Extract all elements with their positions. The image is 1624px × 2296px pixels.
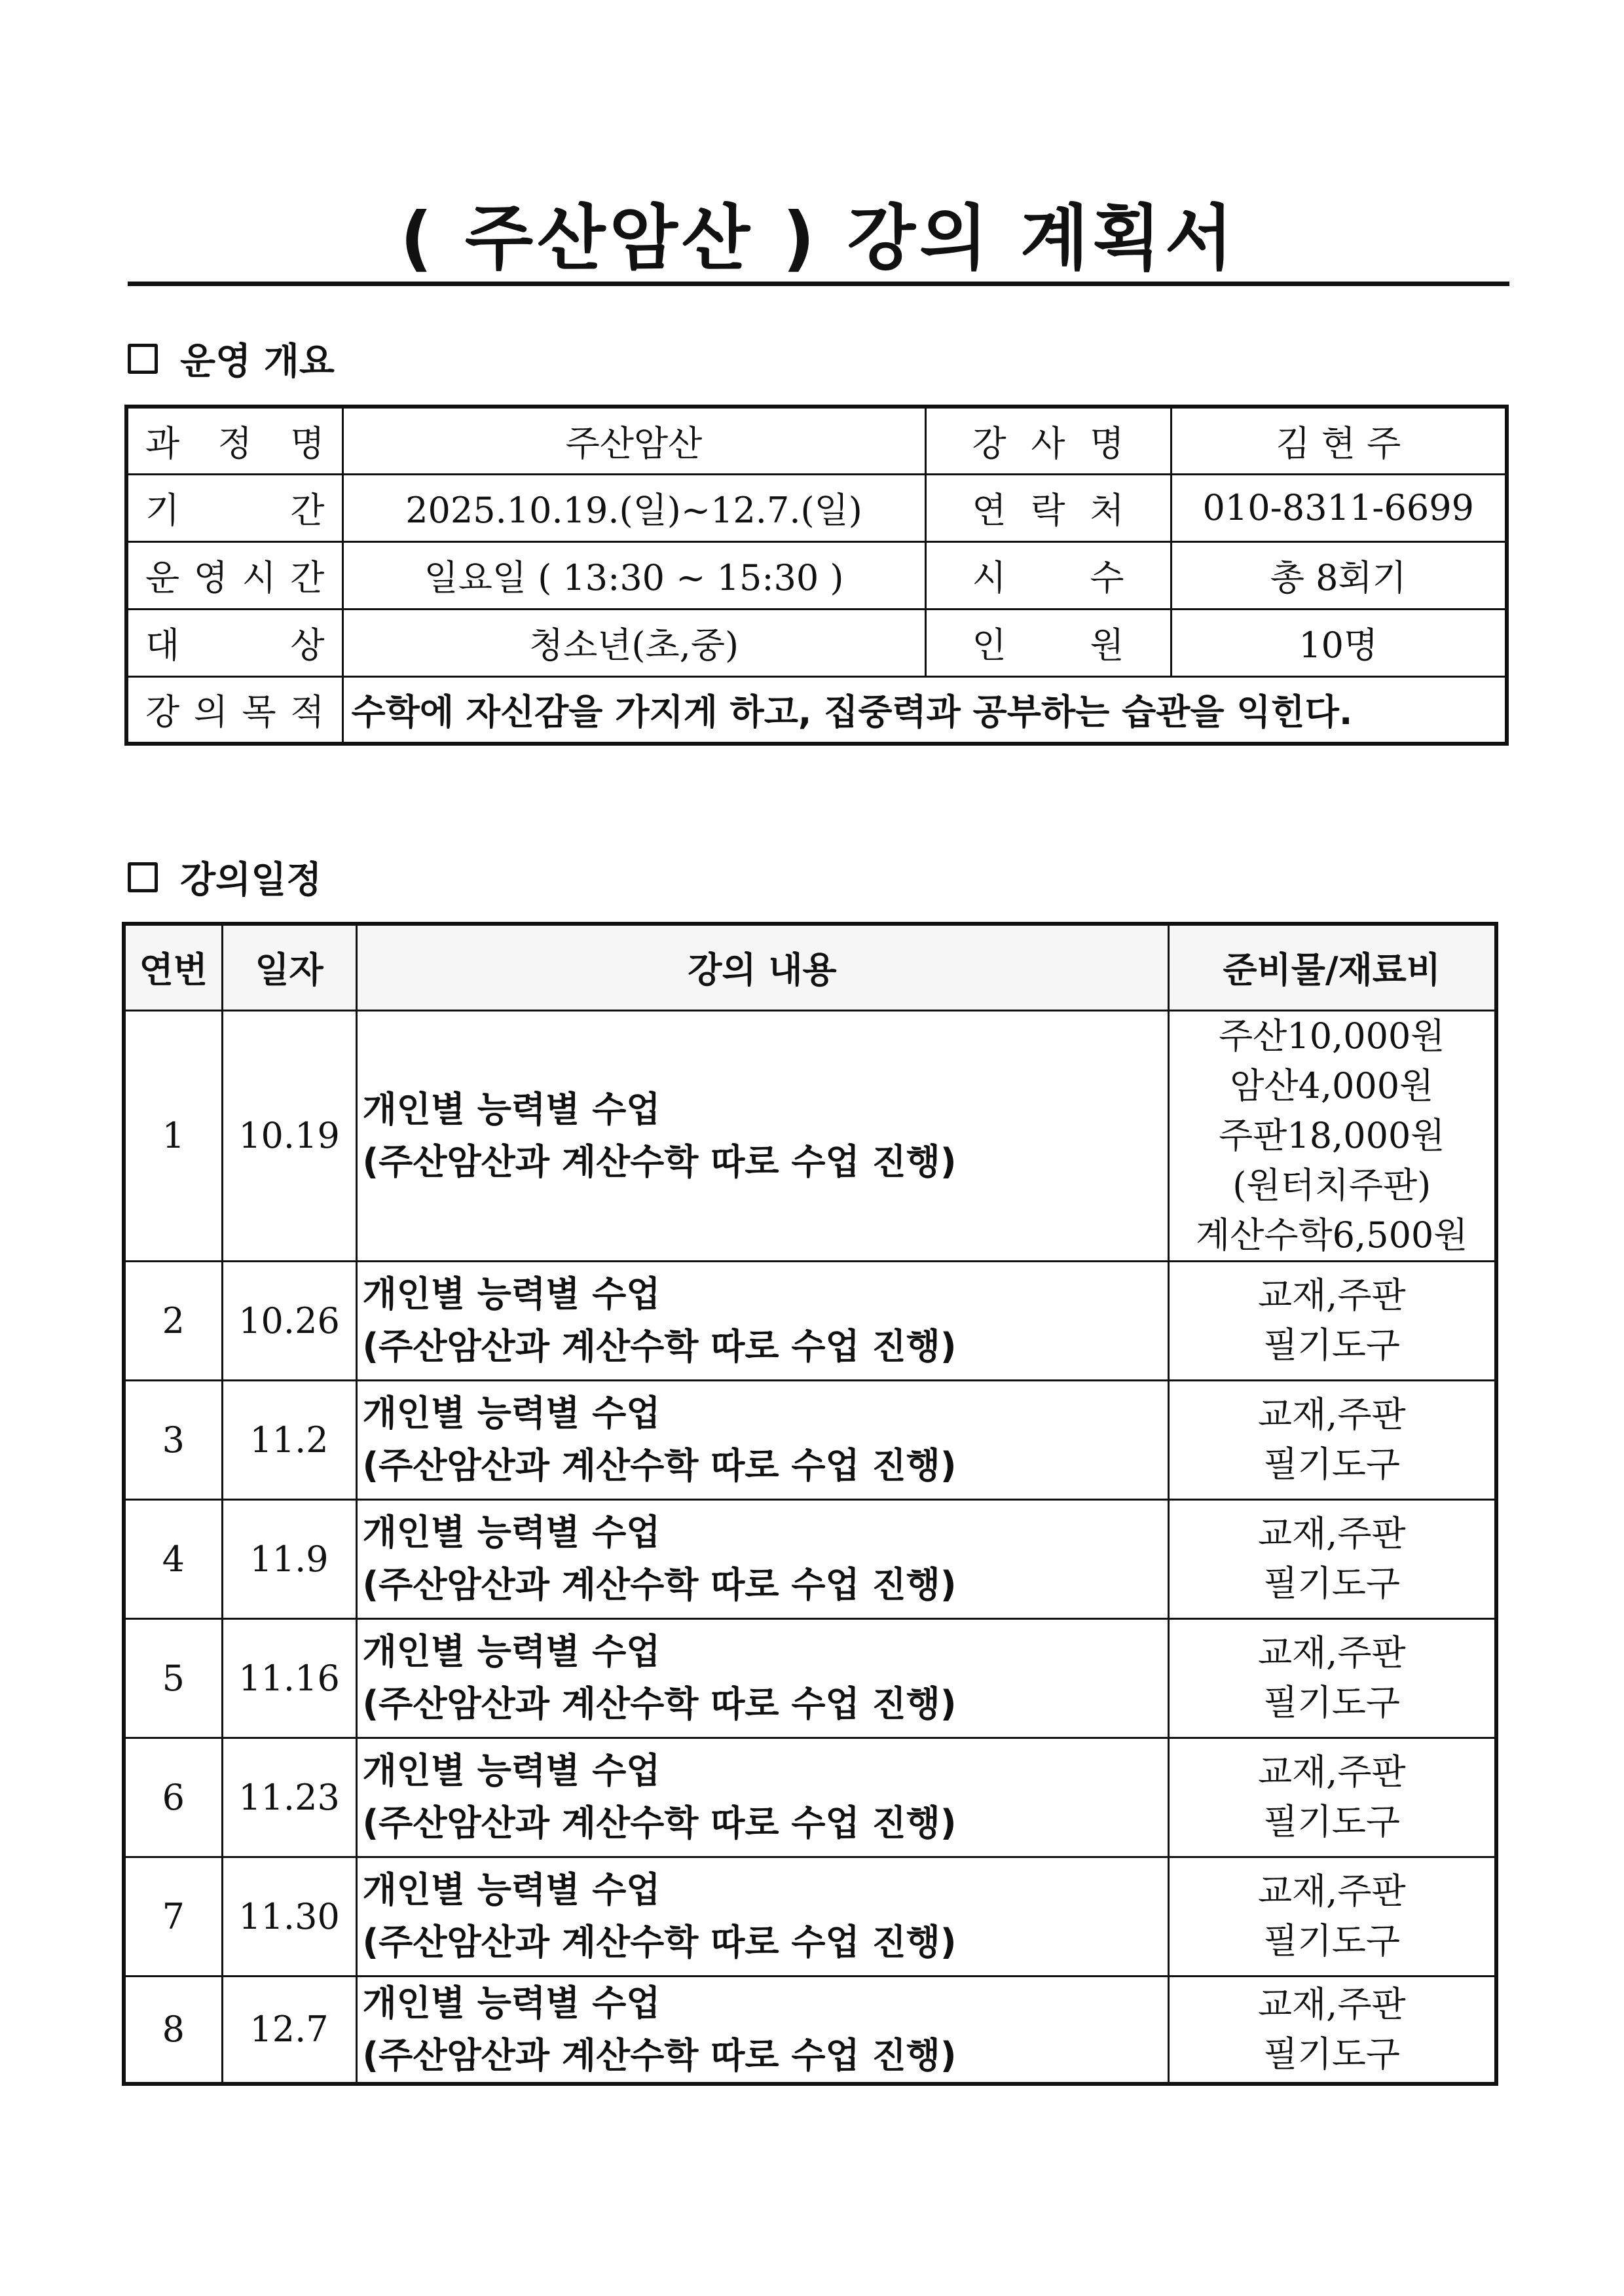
row-content	[356, 1738, 1168, 1857]
page-title: ( 주산암산 ) 강의 계획서	[399, 198, 1238, 280]
hours-value: 일요일 ( 13:30 ~ 15:30 )	[342, 541, 925, 609]
content-line: 개인별 능력별 수업	[362, 1631, 661, 1672]
label-char: 상	[290, 625, 325, 666]
row-materials	[1168, 1618, 1496, 1738]
label-period	[126, 474, 342, 541]
label-char: 명	[290, 422, 325, 464]
row-content	[356, 1261, 1168, 1380]
overview-row-period	[126, 474, 1507, 541]
label-char: 강	[972, 422, 1006, 464]
overview-row-target	[126, 609, 1507, 676]
material-line: 계산수학6,500원	[1196, 1214, 1468, 1256]
label-char: 인	[972, 625, 1006, 666]
label-spread	[128, 617, 342, 668]
label-char: 명	[1090, 422, 1124, 464]
content-line: (주산암산과 계산수학 따로 수업 진행)	[362, 1140, 957, 1182]
content-line: 개인별 능력별 수업	[362, 1088, 661, 1130]
label-hours	[126, 541, 342, 609]
capacity-value: 10명	[1171, 609, 1507, 676]
content-line: (주산암산과 계산수학 따로 수업 진행)	[362, 1326, 957, 1367]
material-line: 필기도구	[1263, 1682, 1401, 1723]
table-row	[124, 1738, 1496, 1857]
label-sessions	[925, 541, 1171, 609]
header-no: 연번	[124, 924, 222, 1010]
row-date: 12.7	[222, 1976, 356, 2084]
row-date: 10.26	[222, 1261, 356, 1380]
overview-row-purpose	[126, 676, 1507, 744]
content-line: 개인별 능력별 수업	[362, 1393, 661, 1434]
row-no: 3	[124, 1380, 222, 1499]
label-char: 정	[217, 422, 252, 464]
row-materials	[1168, 1261, 1496, 1380]
content-line: 개인별 능력별 수업	[362, 1869, 661, 1910]
schedule-heading-text: 강의일정	[180, 859, 322, 902]
overview-table	[124, 405, 1509, 746]
title-divider	[128, 282, 1509, 286]
row-date: 10.19	[222, 1010, 356, 1261]
label-purpose	[126, 676, 342, 744]
label-char: 과	[145, 422, 180, 464]
course-name-value: 주산암산	[342, 407, 925, 474]
label-spread	[927, 617, 1170, 668]
material-line: 주산10,000원	[1219, 1015, 1445, 1057]
period-value: 2025.10.19.(일)~12.7.(일)	[342, 474, 925, 541]
label-instructor	[925, 407, 1171, 474]
row-date: 11.16	[222, 1618, 356, 1738]
label-char: 락	[1031, 490, 1065, 531]
label-char: 처	[1090, 490, 1124, 531]
label-spread	[927, 483, 1170, 533]
label-spread	[927, 416, 1170, 466]
label-spread	[128, 416, 342, 466]
row-no: 8	[124, 1976, 222, 2084]
content-line: (주산암산과 계산수학 따로 수업 진행)	[362, 1564, 957, 1605]
label-char: 사	[1031, 422, 1065, 464]
label-char: 운	[145, 557, 180, 598]
checkbox-icon	[128, 344, 158, 374]
row-content	[356, 1857, 1168, 1976]
row-date: 11.9	[222, 1499, 356, 1618]
material-line: 교재,주판	[1257, 1983, 1406, 2025]
row-materials	[1168, 1738, 1496, 1857]
table-row	[124, 1499, 1496, 1618]
content-line: (주산암산과 계산수학 따로 수업 진행)	[362, 2034, 957, 2076]
table-row	[124, 1010, 1496, 1261]
label-char: 연	[972, 490, 1006, 531]
label-char: 원	[1090, 625, 1124, 666]
label-spread	[128, 550, 342, 600]
header-date: 일자	[222, 924, 356, 1010]
label-contact	[925, 474, 1171, 541]
material-line: 교재,주판	[1257, 1632, 1406, 1673]
content-line: (주산암산과 계산수학 따로 수업 진행)	[362, 1922, 957, 1963]
overview-section-heading	[128, 333, 335, 385]
row-no: 1	[124, 1010, 222, 1261]
header-content: 강의 내용	[356, 924, 1168, 1010]
overview-row-course	[126, 407, 1507, 474]
row-materials	[1168, 1010, 1496, 1261]
label-char: 수	[1090, 557, 1124, 598]
label-spread	[128, 483, 342, 533]
content-line: 개인별 능력별 수업	[362, 1750, 661, 1791]
table-row	[124, 1976, 1496, 2084]
sessions-value: 총 8회기	[1171, 541, 1507, 609]
label-char: 간	[290, 557, 325, 598]
overview-heading-text: 운영 개요	[180, 340, 335, 383]
table-row	[124, 1380, 1496, 1499]
row-materials	[1168, 1976, 1496, 2084]
row-materials	[1168, 1499, 1496, 1618]
table-row	[124, 1857, 1496, 1976]
content-line: (주산암산과 계산수학 따로 수업 진행)	[362, 1802, 957, 1844]
label-char: 시	[242, 557, 276, 598]
row-no: 6	[124, 1738, 222, 1857]
label-target	[126, 609, 342, 676]
label-char: 영	[193, 557, 228, 598]
row-content	[356, 1976, 1168, 2084]
row-materials	[1168, 1857, 1496, 1976]
label-char: 적	[290, 691, 325, 733]
content-line: (주산암산과 계산수학 따로 수업 진행)	[362, 1445, 957, 1486]
row-date: 11.23	[222, 1738, 356, 1857]
material-line: 필기도구	[1263, 2033, 1401, 2075]
material-line: 필기도구	[1263, 1563, 1401, 1604]
content-line: 개인별 능력별 수업	[362, 1982, 661, 2024]
purpose-value: 수학에 자신감을 가지게 하고, 집중력과 공부하는 습관을 익힌다.	[342, 676, 1507, 744]
row-content	[356, 1618, 1168, 1738]
content-line: (주산암산과 계산수학 따로 수업 진행)	[362, 1683, 957, 1724]
row-no: 7	[124, 1857, 222, 1976]
label-char: 목	[242, 691, 276, 733]
row-no: 2	[124, 1261, 222, 1380]
material-line: 필기도구	[1263, 1324, 1401, 1366]
checkbox-icon	[128, 862, 158, 892]
content-line: 개인별 능력별 수업	[362, 1273, 661, 1315]
material-line: 교재,주판	[1257, 1751, 1406, 1793]
label-char: 의	[193, 691, 228, 733]
schedule-header-row	[124, 924, 1496, 1010]
row-materials	[1168, 1380, 1496, 1499]
row-content	[356, 1380, 1168, 1499]
schedule-section-heading	[128, 851, 322, 903]
label-char: 시	[972, 557, 1006, 598]
material-line: 필기도구	[1263, 1444, 1401, 1485]
material-line: (원터치주판)	[1232, 1164, 1431, 1206]
material-line: 교재,주판	[1257, 1870, 1406, 1912]
label-char: 기	[145, 490, 180, 531]
row-no: 5	[124, 1618, 222, 1738]
label-char: 간	[290, 490, 325, 531]
material-line: 주판18,000원	[1219, 1114, 1445, 1156]
label-char: 대	[145, 625, 180, 666]
material-line: 필기도구	[1263, 1920, 1401, 1961]
content-line: 개인별 능력별 수업	[362, 1512, 661, 1553]
target-value: 청소년(초,중)	[342, 609, 925, 676]
row-date: 11.2	[222, 1380, 356, 1499]
material-line: 암산4,000원	[1230, 1065, 1434, 1106]
material-line: 교재,주판	[1257, 1275, 1406, 1316]
table-row	[124, 1618, 1496, 1738]
label-char: 강	[145, 691, 180, 733]
row-content	[356, 1010, 1168, 1261]
label-spread	[927, 550, 1170, 600]
row-date: 11.30	[222, 1857, 356, 1976]
material-line: 교재,주판	[1257, 1394, 1406, 1435]
label-capacity	[925, 609, 1171, 676]
contact-value: 010-8311-6699	[1171, 474, 1507, 541]
material-line: 필기도구	[1263, 1801, 1401, 1842]
row-content	[356, 1499, 1168, 1618]
instructor-value: 김 현 주	[1171, 407, 1507, 474]
schedule-table	[122, 922, 1498, 2086]
label-spread	[128, 684, 342, 735]
overview-row-hours	[126, 541, 1507, 609]
table-row	[124, 1261, 1496, 1380]
header-materials: 준비물/재료비	[1168, 924, 1496, 1010]
row-no: 4	[124, 1499, 222, 1618]
label-course	[126, 407, 342, 474]
material-line: 교재,주판	[1257, 1513, 1406, 1554]
